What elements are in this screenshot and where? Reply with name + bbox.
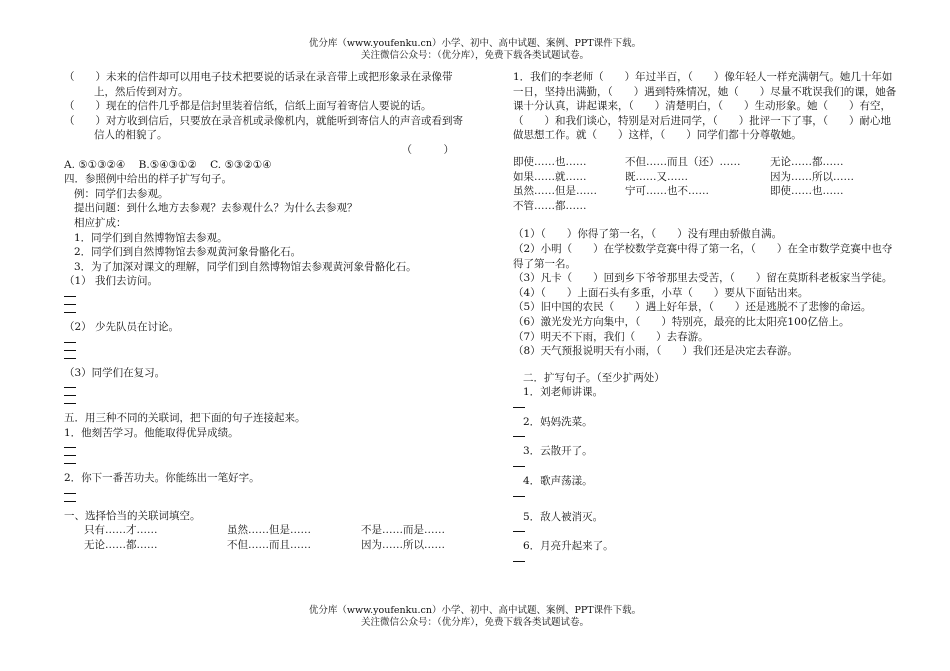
fill-item-2: （2）小明（ ）在学校数学竞赛中得了第一名，（ ）在全市数学竞赛中也夺得了第一名。 xyxy=(513,242,893,270)
footer-line-2: 关注微信公众号：（优分库），免费下载各类试题试卷。 xyxy=(360,617,589,628)
conjunction-row xyxy=(513,199,898,214)
conjunction-option: 无论……都…… xyxy=(770,155,844,168)
section-1-title: 一、选择恰当的关联词填空。 xyxy=(64,509,201,522)
answer-line[interactable] xyxy=(64,501,76,502)
fill-item-5: （5）旧中国的农民（ ）遇上好年景，（ ）还是逃脱不了悲惨的命运。 xyxy=(513,301,872,314)
answer-line[interactable] xyxy=(64,463,76,464)
answer-line[interactable] xyxy=(513,407,525,408)
conjunction-option: 因为……所以…… xyxy=(361,539,445,552)
header-line-2: 关注微信公众号：（优分库），免费下载各类试题试卷。 xyxy=(360,50,589,61)
expand-item-4: 4．歌声荡漾。 xyxy=(523,475,593,488)
fill-item-4: （4）（ ）上面石头有多重，小草（ ）要从下面钻出来。 xyxy=(513,286,809,299)
conjunction-row xyxy=(64,538,464,553)
answer-line[interactable] xyxy=(64,304,76,305)
answer-paren: （ ） xyxy=(401,143,454,156)
expand-item-6: 6．月亮升起来了。 xyxy=(523,540,614,553)
expand-item-5: 5．敌人被消灭。 xyxy=(523,510,604,523)
expand-item-2: 2．妈妈洗菜。 xyxy=(523,415,593,428)
answer-line[interactable] xyxy=(513,531,525,532)
answer-line[interactable] xyxy=(513,466,525,467)
fill-item-1: （1）（ ）你得了第一名，（ ）没有理由骄傲自满。 xyxy=(513,228,783,241)
expansion-2: 2．同学们到自然博物馆去参观黄河象骨骼化石。 xyxy=(74,246,302,259)
expansion-1: 1．同学们到自然博物馆去参观。 xyxy=(74,231,228,244)
section-5-item-2: 2．你下一番苦功夫。你能练出一笔好字。 xyxy=(64,472,260,485)
order-item: （ ）现在的信件几乎都是信封里装着信纸，信纸上面写着寄信人要说的话。 xyxy=(64,100,432,113)
conjunction-row xyxy=(513,170,898,185)
fill-item-3: （3）凡卡（ ）回到乡下爷爷那里去受苦，（ ）留在莫斯科老板家当学徒。 xyxy=(513,272,893,285)
task-3: （3）同学们在复习。 xyxy=(64,366,166,379)
answer-line[interactable] xyxy=(64,312,76,313)
conjunction-option: 不是……而是…… xyxy=(361,524,445,537)
header-line-1: 优分库（www.youfenku.cn）小学、初中、高中试题、案例、PPT课件下载。 xyxy=(308,38,642,49)
conjunction-option: 如果……就…… xyxy=(513,170,587,183)
task-2: （2） 少先队员在讨论。 xyxy=(64,320,180,333)
conjunction-option: 不但……而且（还）…… xyxy=(625,155,741,168)
conjunction-option: 无论……都…… xyxy=(84,539,158,552)
conjunction-row xyxy=(513,184,898,199)
fill-item-8: （8）天气预报说明天有小雨，（ ）我们还是决定去春游。 xyxy=(513,345,798,358)
expand-label: 相应扩成： xyxy=(74,216,127,229)
conjunction-option: 不但……而且…… xyxy=(227,539,311,552)
conjunction-option: 即使……也…… xyxy=(770,185,844,198)
section-5-title: 五．用三种不同的关联词，把下面的句子连接起来。 xyxy=(64,412,306,425)
answer-line[interactable] xyxy=(64,350,76,351)
conjunction-option: 虽然……但是…… xyxy=(513,185,597,198)
answer-line[interactable] xyxy=(64,403,76,404)
fill-item-7: （7）明天不下雨，我们（ ）去春游。 xyxy=(513,330,709,343)
answer-line[interactable] xyxy=(513,496,525,497)
page-footer xyxy=(0,605,950,629)
conjunction-option: 虽然……但是…… xyxy=(227,524,311,537)
task-1: （1） 我们去访问。 xyxy=(64,275,159,288)
example-question: 提出问题：到什么地方去参观？去参观什么？为什么去参观？ xyxy=(74,202,358,215)
footer-line-1: 优分库（www.youfenku.cn）小学、初中、高中试题、案例、PPT课件下载。 xyxy=(308,605,642,616)
conjunction-option: 即使……也…… xyxy=(513,155,587,168)
answer-line[interactable] xyxy=(64,358,76,359)
answer-line[interactable] xyxy=(513,561,525,562)
answer-line[interactable] xyxy=(64,296,76,297)
answer-line[interactable] xyxy=(64,395,76,396)
answer-options: A. ⑤①③②④ B.⑤④③①② C. ⑤③②①④ xyxy=(64,158,272,171)
answer-line[interactable] xyxy=(64,493,76,494)
teacher-passage: 1．我们的李老师（ ）年过半百，（ ）像年轻人一样充满朝气。她几十年如一日，坚持出满勤，（ ）遇到特殊情况，她（ ）尽量不耽误我们的课，她备课十分认真，讲起课来，（ ）清楚明白，（ ）生动形象。她（ ）有空，（ ）和我们谈心，特别是对后进同学，（ ）批评一下了事，（ ）耐心地做思想工作。就（ ）这样，（ ）同学们都十分尊敬她。 xyxy=(513,71,897,142)
answer-line[interactable] xyxy=(64,447,76,448)
conjunction-option: 宁可……也不…… xyxy=(625,185,709,198)
conjunction-option: 因为……所以…… xyxy=(770,170,854,183)
answer-line[interactable] xyxy=(64,387,76,388)
order-item: （ ）对方收到信后，只要放在录音机或录像机内，就能听到寄信人的声音或看到寄信人的相貌了。 xyxy=(64,114,463,142)
expansion-3: 3．为了加深对课文的理解，同学们到自然博物馆去参观黄河象骨骼化石。 xyxy=(74,260,417,273)
conjunction-row xyxy=(513,155,898,170)
section-4-title: 四．参照例中给出的样子扩写句子。 xyxy=(64,173,232,186)
expand-item-1: 1．刘老师讲课。 xyxy=(523,386,604,399)
example-sentence: 例：同学们去参观。 xyxy=(74,187,169,200)
conjunction-option: 只有……才…… xyxy=(84,524,158,537)
answer-line[interactable] xyxy=(64,342,76,343)
conjunction-option: 既……又…… xyxy=(625,170,688,183)
left-column xyxy=(64,70,464,553)
answer-line[interactable] xyxy=(64,455,76,456)
fill-item-6: （6）激光发光方向集中，（ ）特别亮，最亮的比太阳亮100亿倍上。 xyxy=(513,315,850,328)
section-5-item-1: 1．他刻苦学习。他能取得优异成绩。 xyxy=(64,426,239,439)
section-2-title: 二．扩写句子。（至少扩两处） xyxy=(523,371,665,384)
conjunction-row xyxy=(64,523,464,538)
page-header xyxy=(0,38,950,62)
order-item: （ ）未来的信件却可以用电子技术把要说的话录在录音带上或把形象录在录像带上，然后传到对方。 xyxy=(64,71,453,98)
right-column xyxy=(513,70,898,569)
expand-item-3: 3．云散开了。 xyxy=(523,445,593,458)
conjunction-option: 不管……都…… xyxy=(513,199,587,212)
answer-line[interactable] xyxy=(513,436,525,437)
